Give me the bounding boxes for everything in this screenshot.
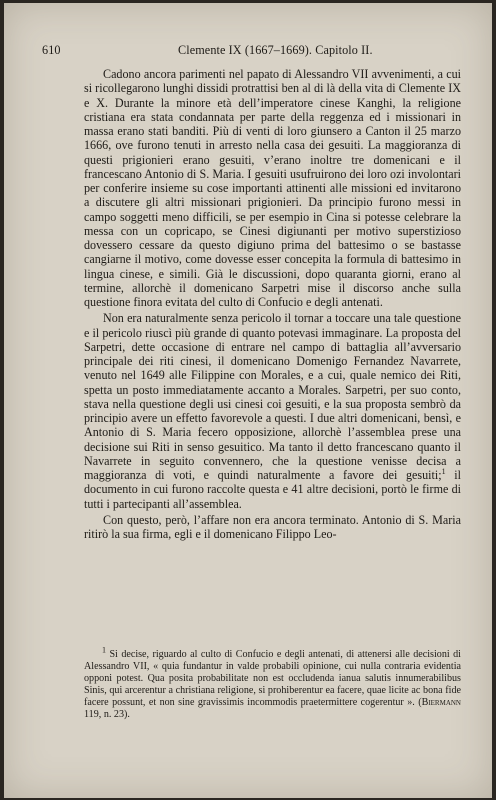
book-page <box>4 3 492 798</box>
footnote-citation-tail: 119, n. 23). <box>84 709 130 721</box>
main-text <box>84 67 461 541</box>
footnote-marker: 1 <box>102 645 106 655</box>
paragraph-2-tail: il documento in cui furono raccolte questa e 41 altre decisioni, portò le firme di tutti i partecipanti all’assemblea. <box>84 468 461 511</box>
paragraph-2-text: Non era naturalmente senza pericolo il tornar a toccare una tale questione e il pericolo riuscì più grande di quanto potevasi immaginare. La proposta del Sarpetri, dette occasione di entrare nel campo di battaglia all’avversario principale dei riti cinesi, il domenicano Domenigo Fernandez Navarrete, venuto nel 1649 alle Filippine con Morales, e a cui, quale nemico dei Riti, spetta un posto immediatamente accanto a Morales. Sarpetri, per suo conto, stava nella questione degli usi cinesi coi gesuiti, e la sua proposta sembrò da principio avere un effetto favorevole a questi. I due altri domenicani, bensì, e Antonio di S. Maria fecero opposizione, allorchè l’assemblea prese una decisione sui Riti in senso gesuitico. Ma tanto il detto francescano quanto il Navarrete in seguito convennero, che la questione venisse decisa a maggioranza di voti, e quindi naturalmente a favore dei gesuiti; <box>84 311 461 482</box>
footnote-paragraph <box>84 645 461 722</box>
paragraph-3: Con questo, però, l’affare non era ancora terminato. Antonio di S. Maria ritirò la sua firma, egli e il domenicano Filippo Leo- <box>84 512 461 541</box>
paragraph-2 <box>84 311 461 511</box>
paragraph-1: Cadono ancora parimenti nel papato di Alessandro VII avvenimenti, a cui si ricollegarono lunghi dissidi protrattisi ben al di là della vita di Clemente IX e X. Durante la minore età dell’imperatore cinese Kanghi, la religione cristiana era stata condannata per parte della reggenza ed i missionari in massa erano stati banditi. Più di venti di loro giunsero a Canton il 25 marzo 1666, ove furono tenuti in arresto nella casa dei gesuiti. La maggioranza di questi prigionieri erano gesuiti, v’erano inoltre tre domenicani e il francescano Antonio di S. Maria. I gesuiti usufruirono dei loro ozi involontari per conferire insieme su cose importanti attinenti alle missioni ed invitarono a discutere gli altri missionari prigionieri. Da principio furono messi in campo soggetti meno difficili, se per esempio in Cina si potesse celebrare la messa con un copricapo, se Cinesi digiunanti per motivo superstizioso dovessero cessare da questo digiuno prima del battesimo o se bastasse cangiarne il motivo, come dovesse esser concepita la formula di battesimo in lingua cinese, e simili. Già le discussioni, dopo quaranta giorni, erano al termine, allorchè il domenicano Sarpetri mise il discorso anche sulla questione finora evitata del culto di Confucio e degli antenati. <box>84 67 461 309</box>
running-title: Clemente IX (1667–1669). Capitolo II. <box>178 43 373 57</box>
footnote-reference: 1 <box>441 466 446 476</box>
page-number: 610 <box>42 43 61 57</box>
footnote-divider <box>84 627 461 628</box>
footnote-text: Si decise, riguardo al culto di Confucio e degli antenati, di attenersi alle decisioni di Alessandro VII, « quia fundantur in valde probabili opinione, cui nulla contraria evidentia opponi potest. Qua posita probabilitate non est occludenda ianua salutis innumerabilibus Sinis, qui arcerentur a christiana religione, si prohiberentur ea facere, quae licite ac bona fide facere possunt, et non sine gravissimis incommodis praetermittere cogerentur ». ( <box>84 649 461 709</box>
footnote <box>84 645 461 722</box>
footnote-citation-author: Biermann <box>421 697 461 709</box>
